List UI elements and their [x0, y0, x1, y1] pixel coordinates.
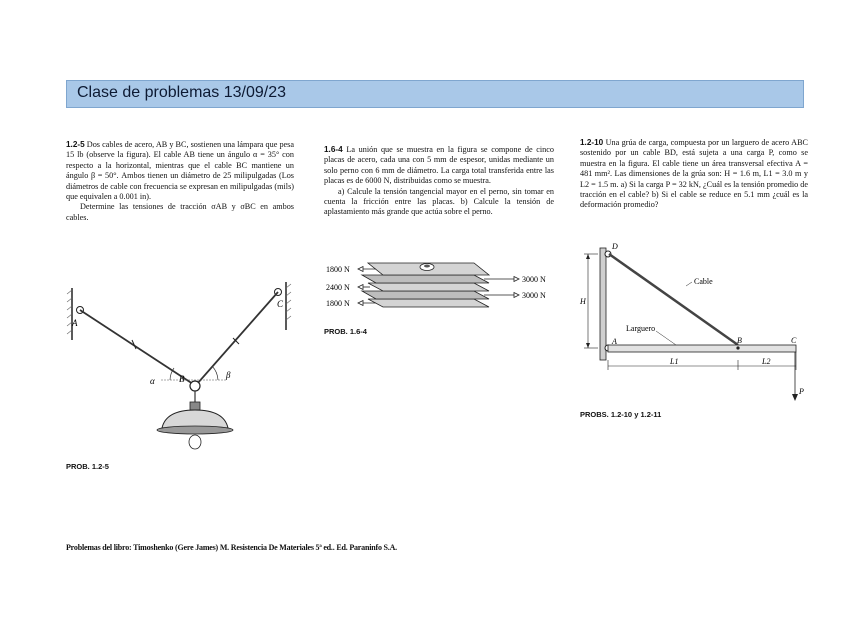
label-a: A — [612, 337, 617, 346]
label-p: P — [799, 387, 804, 396]
load-right-2: 3000 N — [522, 291, 546, 300]
problem-number: 1.2-10 — [580, 138, 604, 147]
caption-1-2-5: PROB. 1.2-5 — [66, 462, 109, 471]
label-b: B — [179, 374, 185, 384]
label-cable: Cable — [694, 277, 713, 286]
problem-question: a) Calcule la tensión tangencial mayor en el perno, sin tomar en cuenta la fricción entre las placas. b) Calcule la tensión de aplastamiento más grande que actúa sobre el perno. — [324, 186, 554, 217]
label-larguero: Larguero — [626, 324, 656, 333]
load-left-1: 1800 N — [326, 265, 350, 274]
label-c: C — [277, 299, 284, 309]
label-a: A — [72, 318, 78, 328]
label-b: B — [737, 336, 742, 345]
figure-lamp-cables — [66, 280, 306, 460]
page-title: Clase de problemas 13/09/23 — [77, 84, 287, 101]
label-d: D — [612, 242, 618, 251]
label-beta: β — [226, 370, 231, 380]
problem-question: Determine las tensiones de tracción σAB y σBC en ambos cables. — [66, 202, 294, 222]
title-banner — [66, 80, 804, 108]
label-l1: L1 — [670, 357, 679, 366]
load-right-1: 3000 N — [522, 275, 546, 284]
load-left-3: 1800 N — [326, 299, 350, 308]
label-alpha: α — [150, 376, 155, 386]
problem-statement: Dos cables de acero, AB y BC, sostienen una lámpara que pesa 15 lb (observe la figura). El cable AB tiene un ángulo α = 35° con respecto a la horizontal, mientras que el cable BC mantiene un ángulo β = 50°. Ambos tienen un diámetro de 25 milipulgadas (Los diámetros de cable con frecuencia se expresan en milipulgadas (mils) que equivalen a 0.001 in). — [66, 140, 294, 202]
label-h: H — [580, 297, 586, 306]
source-footer: Problemas del libro: Timoshenko (Gere James) M. Resistencia De Materiales 5ª ed.. Ed. Paraninfo S.A. — [66, 543, 397, 552]
problem-number: 1.2-5 — [66, 140, 85, 149]
problem-1-2-10-text — [580, 138, 808, 211]
caption-1-6-4: PROB. 1.6-4 — [324, 327, 367, 336]
figure-bolted-plates — [324, 255, 554, 325]
problem-number: 1.6-4 — [324, 145, 343, 154]
problem-1-6-4-text — [324, 145, 554, 218]
figure-crane — [578, 238, 808, 408]
load-left-2: 2400 N — [326, 283, 350, 292]
label-l2: L2 — [762, 357, 771, 366]
problem-statement: La unión que se muestra en la figura se compone de cinco placas de acero, cada una con 5 mm de espesor, unidas mediante un solo perno con 6 mm de diámetro. La carga total transferida entre las placas es de 6000 N, distribuidas como se muestra. — [324, 145, 554, 186]
label-c: C — [791, 336, 797, 345]
problem-1-2-5-text — [66, 140, 294, 223]
problem-statement: Una grúa de carga, compuesta por un larguero de acero ABC sostenido por un cable BD, está sujeta a una carga P, como se muestra en la figura. El cable tiene un área transversal efectiva A = 481 mm². Las dimensiones de la grúa son: H = 1.6 m, L1 = 3.0 m y L2 = 1.5 m. a) Si la carga P = 32 kN, ¿Cuál es la tensión promedio de tracción en el cable? b) Si el cable se reduce en 5.1 mm ¿cuál es la deformación promedio? — [580, 138, 809, 210]
caption-1-2-10: PROBS. 1.2-10 y 1.2-11 — [580, 410, 662, 419]
